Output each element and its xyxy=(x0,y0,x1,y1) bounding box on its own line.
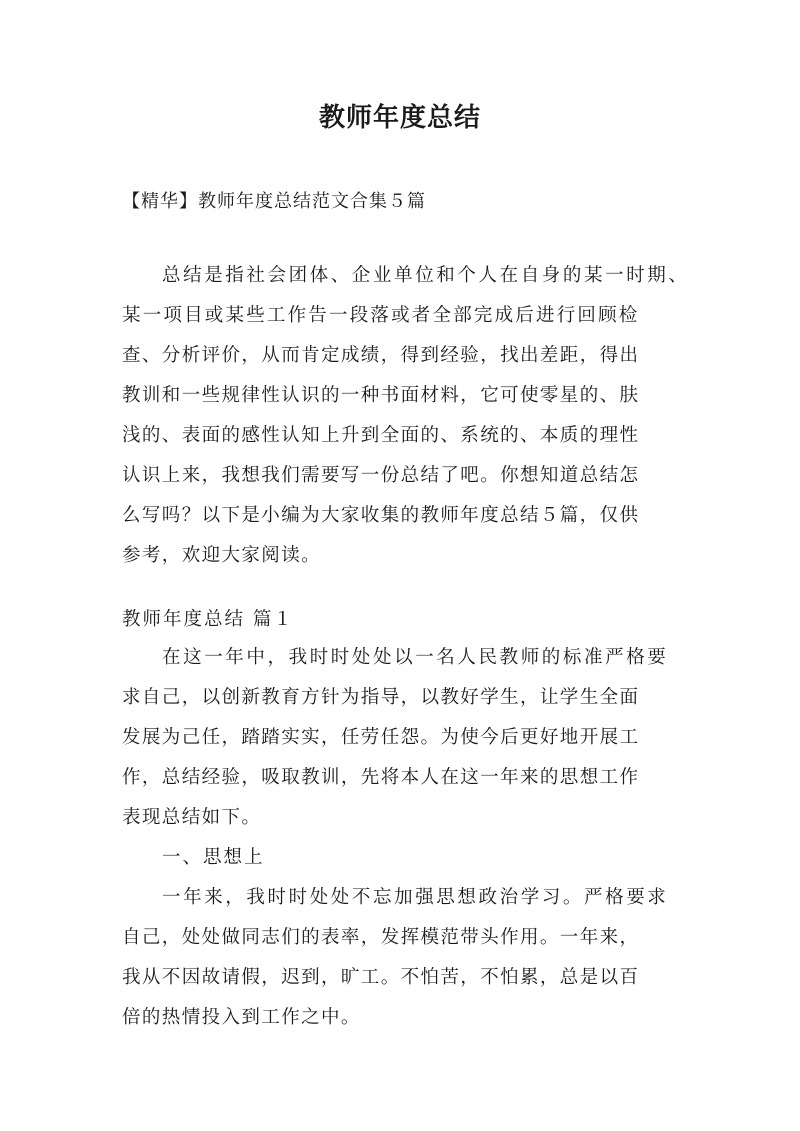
paragraph-line: 倍的热情投入到工作之中。 xyxy=(122,1007,361,1028)
paragraph-line: 在这一年中，我时时处处以一名人民教师的标准严格要 xyxy=(162,647,669,668)
intro-line: 查、分析评价，从而肯定成绩，得到经验，找出差距，得出 xyxy=(122,345,640,366)
intro-line: 认识上来，我想我们需要写一份总结了吧。你想知道总结怎 xyxy=(122,465,640,486)
page-title: 教师年度总结 xyxy=(318,103,481,133)
sub-heading: 一、思想上 xyxy=(162,847,265,868)
paragraph-line: 作，总结经验，吸取教训，先将本人在这一年来的思想工作 xyxy=(122,767,640,788)
intro-line: 教训和一些规律性认识的一种书面材料，它可使零星的、肤 xyxy=(122,385,640,406)
intro-line: 么写吗？以下是小编为大家收集的教师年度总结５篇，仅供 xyxy=(122,505,640,526)
intro-line: 总结是指社会团体、企业单位和个人在自身的某一时期、 xyxy=(162,265,690,286)
paragraph-line: 我从不因故请假，迟到，旷工。不怕苦，不怕累，总是以百 xyxy=(122,967,640,988)
intro-line: 参考，欢迎大家阅读。 xyxy=(122,545,322,566)
intro-line: 浅的、表面的感性认知上升到全面的、系统的、本质的理性 xyxy=(122,425,640,446)
paragraph-line: 自己，处处做同志们的表率，发挥模范带头作用。一年来， xyxy=(122,927,640,948)
section-heading: 教师年度总结 篇１ xyxy=(122,609,294,630)
document-subtitle: 【精华】教师年度总结范文合集５篇 xyxy=(122,191,426,212)
paragraph-line: 发展为己任，踏踏实实，任劳任怨。为使今后更好地开展工 xyxy=(122,727,640,748)
paragraph-line: 表现总结如下。 xyxy=(122,807,262,828)
intro-line: 某一项目或某些工作告一段落或者全部完成后进行回顾检 xyxy=(122,305,640,326)
paragraph-line: 一年来，我时时处处不忘加强思想政治学习。严格要求 xyxy=(162,887,669,908)
paragraph-line: 求自己，以创新教育方针为指导，以教好学生，让学生全面 xyxy=(122,687,640,708)
